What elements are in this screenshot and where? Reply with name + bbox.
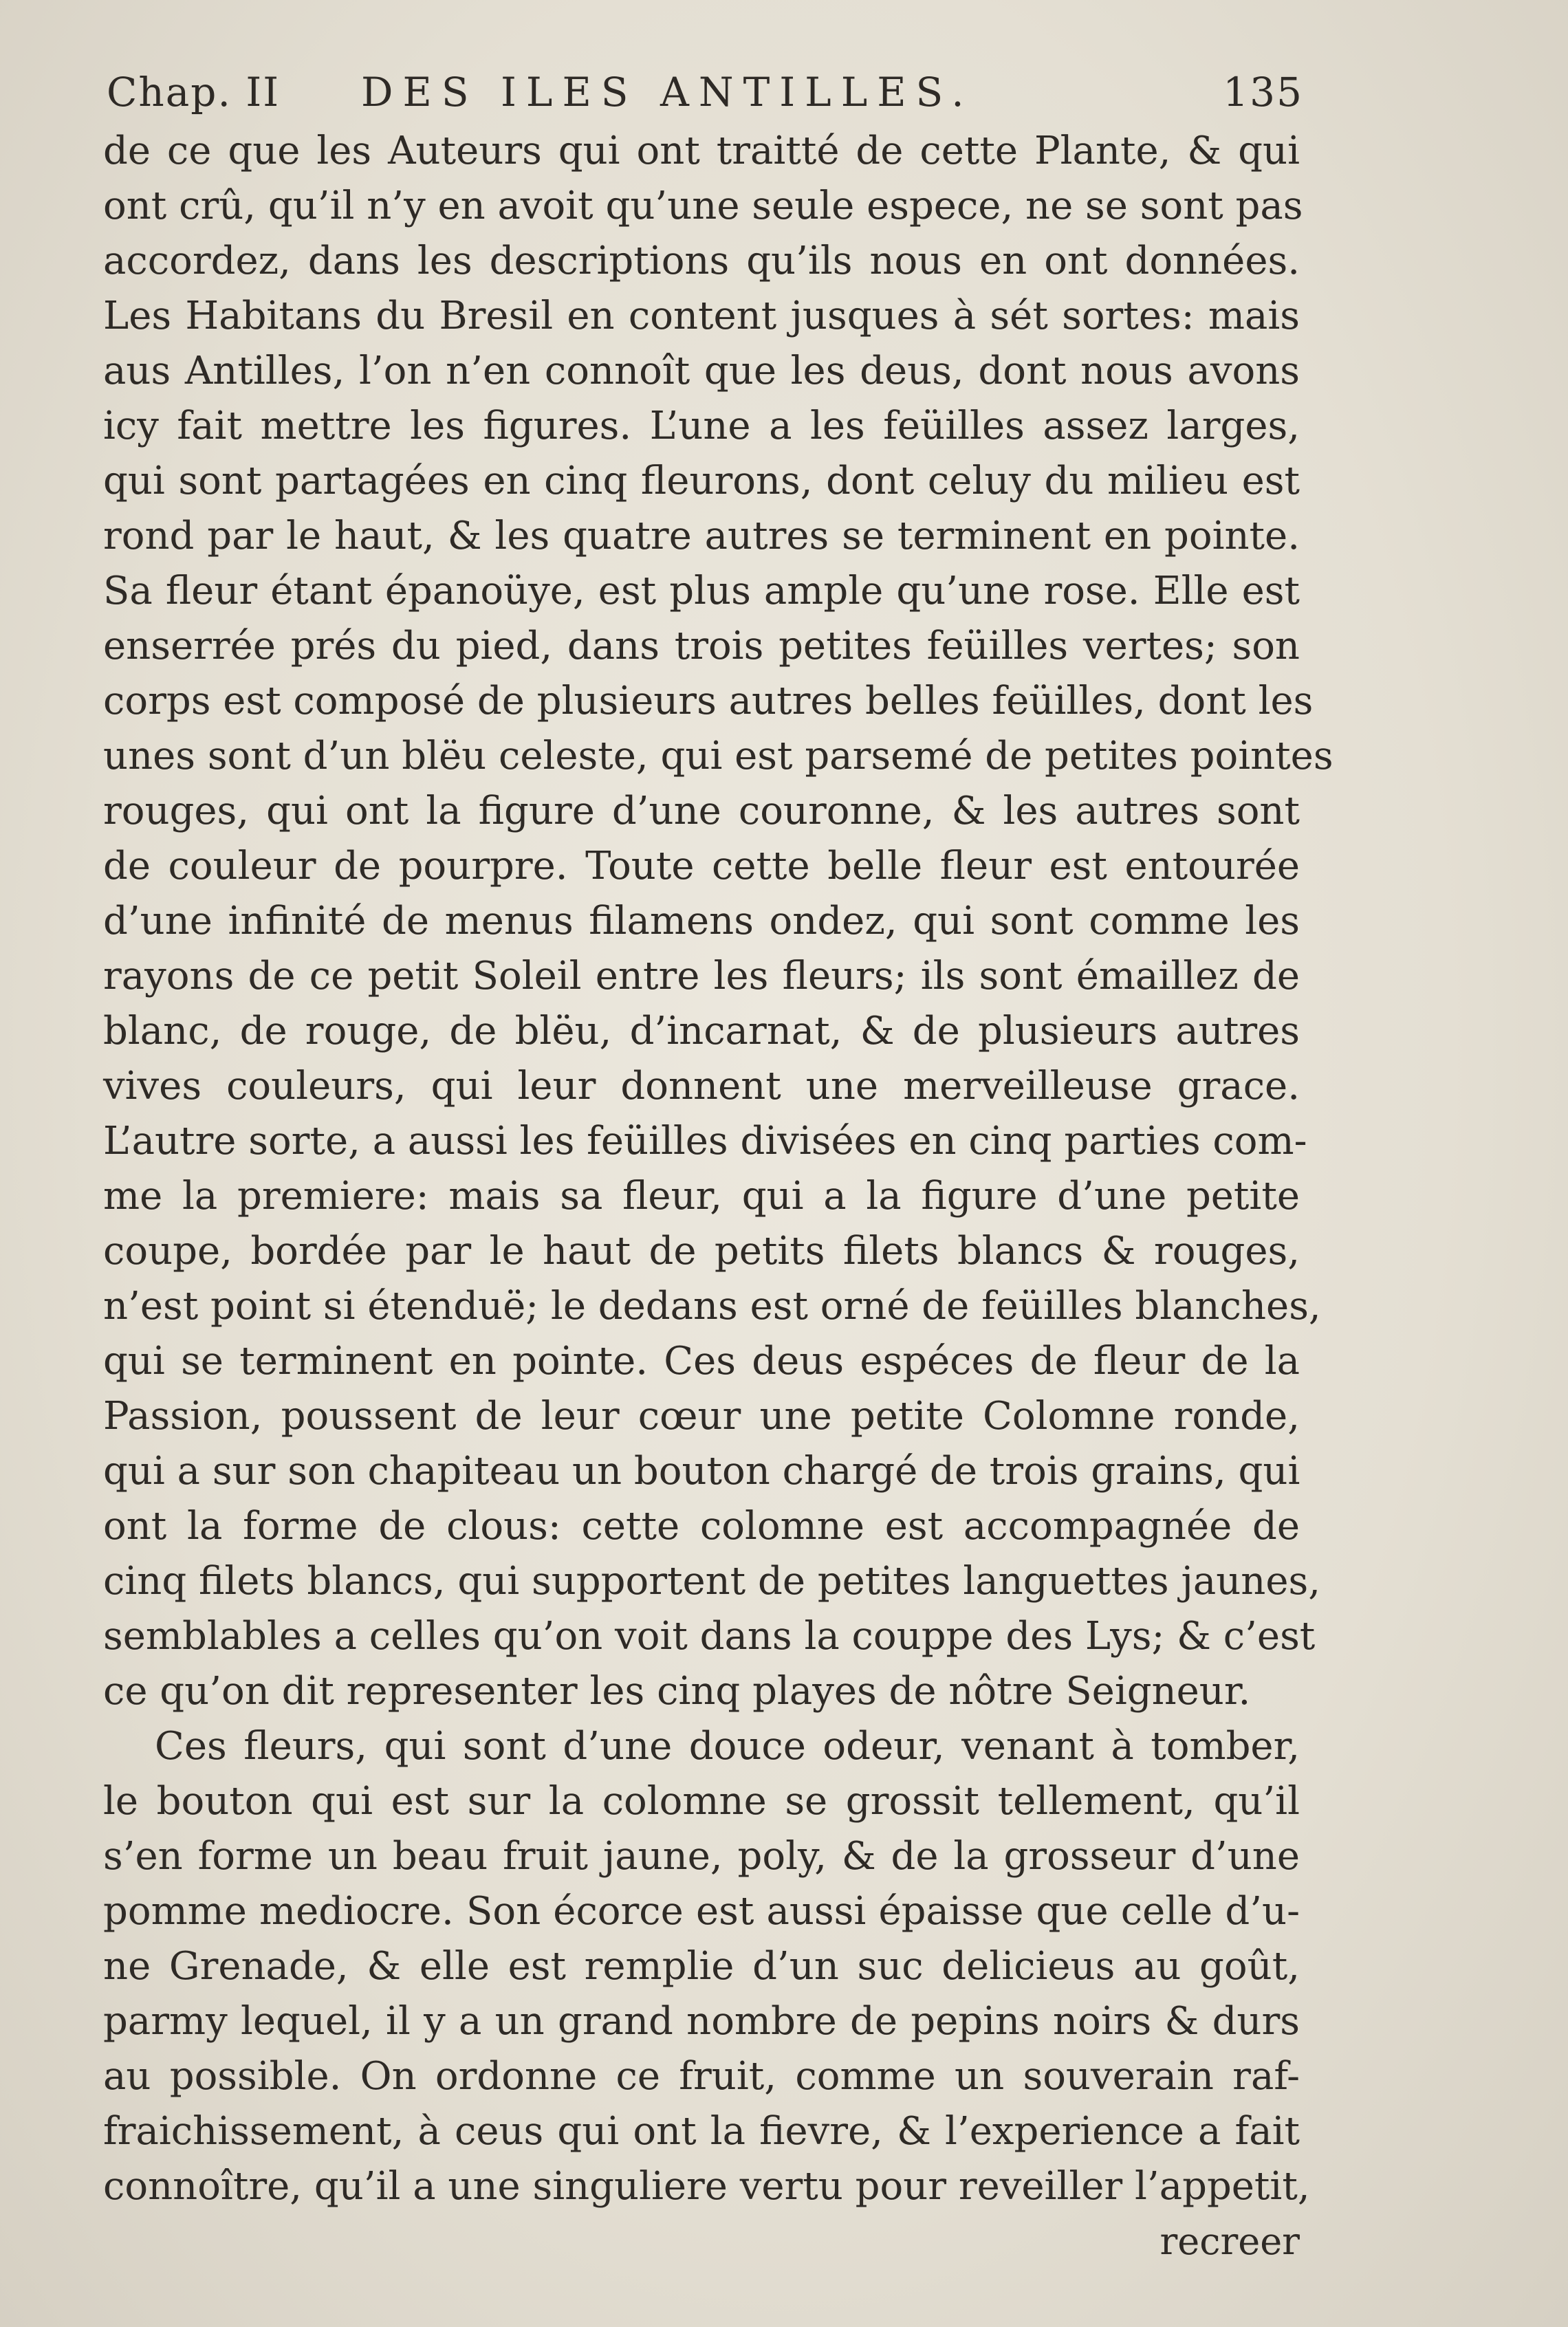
paragraph-1 (103, 124, 1333, 1719)
text-line: enserrée prés du pied, dans trois petites feüilles vertes; son (103, 624, 1300, 668)
running-title: DES ILES ANTILLES. (361, 69, 974, 116)
text-line: semblables a celles qu’on voit dans la couppe des Lys; & c’est (103, 1614, 1316, 1659)
body-text (103, 124, 1333, 2269)
text-line: accordez, dans les descriptions qu’ils nous en ont données. (103, 239, 1300, 283)
text-line: parmy lequel, il y a un grand nombre de pepins noirs & durs (103, 1999, 1300, 2044)
text-line: qui sont partagées en cinq fleurons, dont celuy du milieu est (103, 459, 1300, 503)
chapter-label: Chap. II (107, 69, 281, 116)
text-line: ont crû, qu’il n’y en avoit qu’une seule espece, ne se sont pas (103, 184, 1303, 228)
text-line: rond par le haut, & les quatre autres se terminent en pointe. (103, 514, 1300, 558)
text-line: Sa fleur étant épanoüye, est plus ample qu’une rose. Elle est (103, 569, 1300, 613)
catchword: recreer (1159, 2220, 1300, 2263)
text-line: corps est composé de plusieurs autres belles feüilles, dont les (103, 679, 1314, 723)
paragraph-2 (103, 1719, 1310, 2214)
text-line: ce qu’on dit representer les cinq playes de nôtre Seigneur. (103, 1669, 1251, 1714)
text-line: blanc, de rouge, de blëu, d’incarnat, & de plusieurs autres (103, 1009, 1300, 1053)
text-line: d’une infinité de menus filamens ondez, qui sont comme les (103, 899, 1300, 943)
text-line: de ce que les Auteurs qui ont traitté de cette Plante, & qui (103, 129, 1300, 173)
text-line: me la premiere: mais sa fleur, qui a la figure d’une petite (103, 1174, 1300, 1219)
text-line: Les Habitans du Bresil en content jusques à sét sortes: mais (103, 294, 1300, 338)
text-line: aus Antilles, l’on n’en connoît que les deus, dont nous avons (103, 349, 1300, 393)
text-line: cinq filets blancs, qui supportent de petites languettes jaunes, (103, 1559, 1321, 1604)
text-line: de couleur de pourpre. Toute cette belle fleur est entourée (103, 844, 1300, 888)
text-line: Passion, poussent de leur cœur une petite Colomne ronde, (103, 1394, 1300, 1439)
text-line: qui se terminent en pointe. Ces deus espéces de fleur de la (103, 1339, 1300, 1384)
text-line: vives couleurs, qui leur donnent une merveilleuse grace. (103, 1064, 1300, 1108)
text-line: le bouton qui est sur la colomne se grossit tellement, qu’il (103, 1779, 1300, 1824)
text-line: Ces fleurs, qui sont d’une douce odeur, venant à tomber, (155, 1724, 1300, 1769)
text-line: ont la forme de clous: cette colomne est accompagnée de (103, 1504, 1300, 1549)
text-line: L’autre sorte, a aussi les feüilles divisées en cinq parties com- (103, 1119, 1307, 1164)
text-line: icy fait mettre les figures. L’une a les feüilles assez larges, (103, 404, 1300, 448)
running-head (107, 69, 1303, 124)
text-line: au possible. On ordonne ce fruit, comme un souverain raf- (103, 2054, 1300, 2099)
text-line: rayons de ce petit Soleil entre les fleurs; ils sont émaillez de (103, 954, 1300, 998)
text-line: connoître, qu’il a une singuliere vertu pour reveiller l’appetit, (103, 2164, 1310, 2209)
text-line: ne Grenade, & elle est remplie d’un suc delicieus au goût, (103, 1944, 1300, 1989)
text-line: qui a sur son chapiteau un bouton chargé de trois grains, qui (103, 1449, 1300, 1494)
text-line: coupe, bordée par le haut de petits filets blancs & rouges, (103, 1229, 1300, 1274)
text-line: unes sont d’un blëu celeste, qui est parsemé de petites pointes (103, 734, 1333, 778)
text-line: n’est point si étenduë; le dedans est orné de feüilles blanches, (103, 1284, 1321, 1329)
page-number: 135 (1223, 69, 1303, 116)
text-line: rouges, qui ont la figure d’une couronne, & les autres sont (103, 789, 1300, 833)
text-line: s’en forme un beau fruit jaune, poly, & de la grosseur d’une (103, 1834, 1300, 1879)
text-line: pomme mediocre. Son écorce est aussi épaisse que celle d’u- (103, 1889, 1300, 1934)
text-line: fraichissement, à ceus qui ont la fievre, & l’experience a fait (103, 2109, 1300, 2154)
